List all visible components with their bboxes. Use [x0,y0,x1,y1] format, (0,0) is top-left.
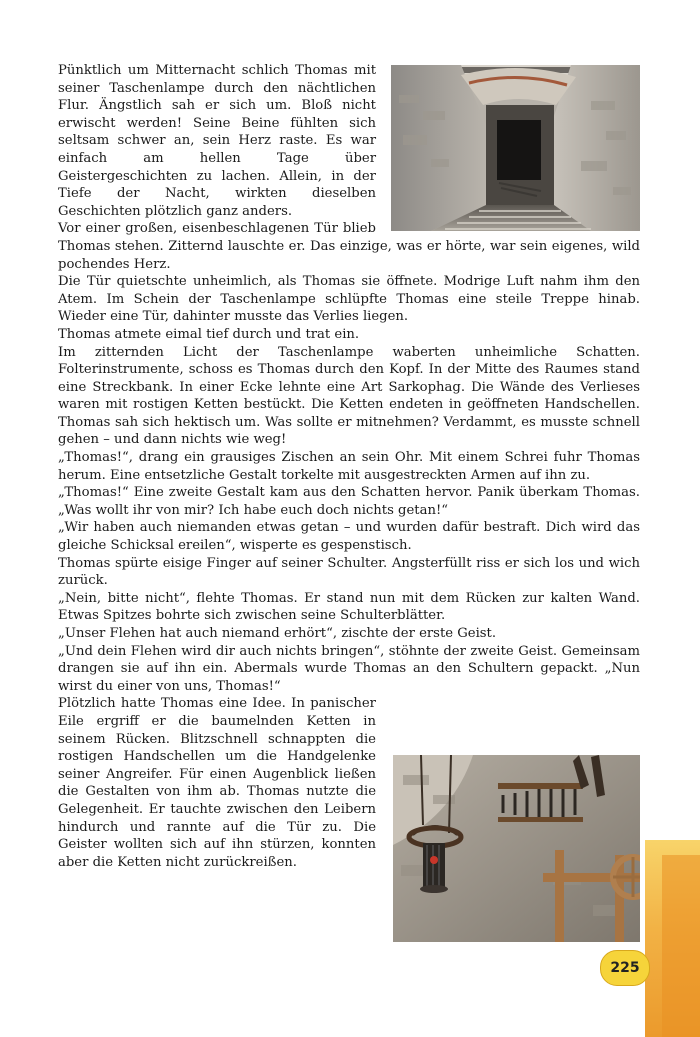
paragraph-10: „Nein, bitte nicht“, flehte Thomas. Er stand nun mit dem Rücken zur kalten Wand. Etwas Spitzes bohrte sich zwischen seine Schulterblätter. [58,590,640,624]
paragraph-4: Thomas atmete eimal tief durch und trat ein. [58,326,360,342]
paragraph-3: Die Tür quietschte unheimlich, als Thomas sie öffnete. Modrige Luft nahm ihm den Atem. Im Schein der Taschenlampe schlüpfte Thomas eine steile Treppe hinab. Wieder eine Tür, dahinter musste das Verlies liegen. [58,274,640,325]
paragraph-5: Im zitternden Licht der Taschenlampe waberten unheimliche Schatten. Folterinstrumente, schoss es Thomas durch den Kopf. In der Mitte des Raumes stand eine Streckbank. In einer Ecke lehnte eine Art Sarkophag. Die Wände des Verlieses waren mit rostigen Ketten bestückt. Die Ketten endeten in geöffneten Handschellen. Thomas sah sich hektisch um. Was sollte er mitnehmen? Verdammt, es musste schnell gehen – und dann nichts wie weg! [58,344,640,448]
dungeon-staircase-photo [391,65,640,231]
paragraph-13: Plötzlich hatte Thomas eine Idee. In panischer Eile ergriff er die baumelnden Ketten in seinem Rücken. Blitzschnell schnappten die rostigen Handschellen um die Handgelenke seiner Angreifer. Für einen Augenblick ließen die Gestalten von ihm ab. Thomas nutzte die Gelegenheit. Er tauchte zwischen den Leibern hindurch und rannte auf die Tür zu. Die Geister wollten sich auf ihn stürzen, konnten aber die Ketten nicht zurückreißen. [58,696,376,870]
page-number: 225 [600,950,650,986]
paragraph-12: „Und dein Flehen wird dir auch nichts bringen“, stöhnte der zweite Geist. Gemeinsam drangen sie auf ihn ein. Abermals wurde Thomas an den Schultern gepackt. „Nun wirst du einer von uns, Thomas!“ [58,643,640,694]
paragraph-11: „Unser Flehen hat auch niemand erhört“, zischte der erste Geist. [58,626,497,641]
paragraph-8: „Wir haben auch niemanden etwas getan – und wurden dafür bestraft. Dich wird das gleiche Schicksal ereilen“, wisperte es gespenstisch. [58,520,640,554]
paragraph-6: „Thomas!“, drang ein grausiges Zischen an sein Ohr. Mit einem Schrei fuhr Thomas herum. Eine entsetzliche Gestalt torkelte mit ausgestreckten Armen auf ihn zu. [58,450,640,483]
paragraph-7: „Thomas!“ Eine zweite Gestalt kam aus den Schatten hervor. Panik überkam Thomas. „Was wollt ihr von mir? Ich habe euch doch nichts getan!“ [58,485,640,518]
torture-chamber-photo [393,755,640,942]
page-edge-shade [662,855,700,1037]
paragraph-9: Thomas spürte eisige Finger auf seiner Schulter. Angsterfüllt riss er sich los und wich zurück. [58,555,640,589]
paragraph-2: Vor einer großen, eisenbeschlagenen Tür blieb Thomas stehen. Zitternd lauschte er. Das einzige, was er hörte, war sein eigenes, wild pochendes Herz. [58,221,640,272]
paragraph-1: Pünktlich um Mitternacht schlich Thomas mit seiner Taschenlampe durch den nächtlichen Flur. Ängstlich sah er sich um. Bloß nicht erwischt werden! Seine Beine fühlten sich seltsam schwer an, sein Herz raste. Es war einfach am hellen Tage über Geistergeschichten zu lachen. Allein, in der Tiefe der Nacht, wirkten dieselben Geschichten plötzlich ganz anders. [58,63,376,219]
